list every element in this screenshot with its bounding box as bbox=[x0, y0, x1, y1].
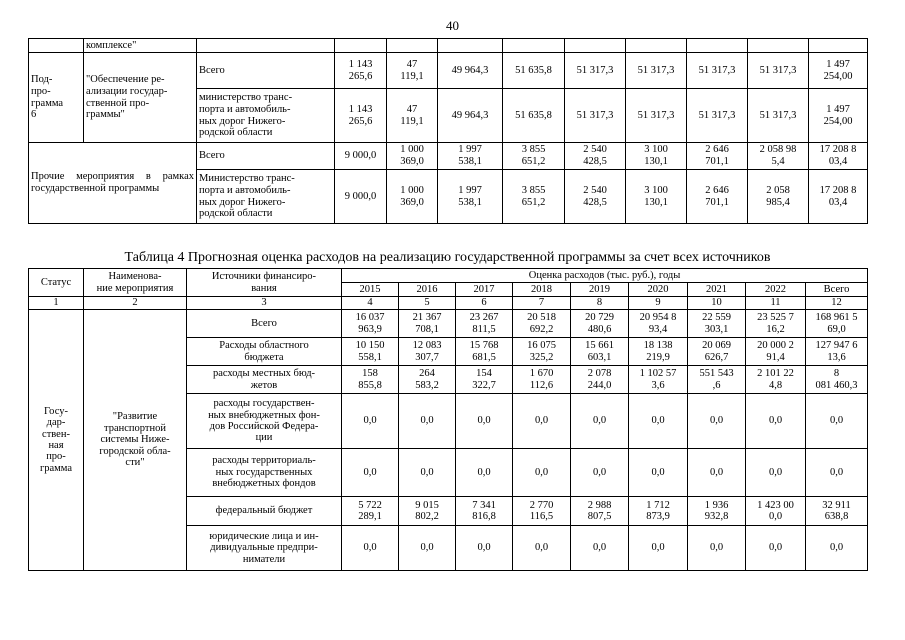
header-year: Всего bbox=[806, 283, 868, 297]
value-cell: 0,0 bbox=[688, 449, 746, 497]
value-cell: 9 000,0 bbox=[335, 143, 387, 170]
value-cell: 2 646 701,1 bbox=[687, 143, 748, 170]
column-number: 2 bbox=[84, 297, 187, 310]
program-status: Госу- дар- ствен- ная про- грамма bbox=[29, 310, 84, 571]
value-cell: 51 317,3 bbox=[748, 89, 809, 143]
value-cell: 9 015 802,2 bbox=[399, 497, 456, 526]
value-cell: 51 317,3 bbox=[687, 89, 748, 143]
value-cell: 168 961 5 69,0 bbox=[806, 310, 868, 338]
value-cell: 2 540 428,5 bbox=[565, 170, 626, 224]
column-number: 3 bbox=[187, 297, 342, 310]
value-cell: 2 646 701,1 bbox=[687, 170, 748, 224]
value-cell: 20 069 626,7 bbox=[688, 338, 746, 366]
table-row bbox=[29, 143, 868, 170]
value-cell: 2 540 428,5 bbox=[565, 143, 626, 170]
value-cell: 7 341 816,8 bbox=[456, 497, 513, 526]
value-cell: 3 855 651,2 bbox=[503, 143, 565, 170]
header-year: 2017 bbox=[456, 283, 513, 297]
column-numbers-row bbox=[29, 297, 868, 310]
column-number: 5 bbox=[399, 297, 456, 310]
source-cell: Министерство транс- порта и автомобиль- ных дорог Нижего- родской области bbox=[197, 170, 335, 224]
source-cell: федеральный бюджет bbox=[187, 497, 342, 526]
value-cell: 0,0 bbox=[456, 394, 513, 449]
header-name: Наименова- ние мероприятия bbox=[84, 269, 187, 297]
column-number: 12 bbox=[806, 297, 868, 310]
value-cell: 12 083 307,7 bbox=[399, 338, 456, 366]
value-cell: 51 317,3 bbox=[565, 89, 626, 143]
source-cell: расходы государствен- ных внебюджетных фон- дов Российской Федера- ции bbox=[187, 394, 342, 449]
value-cell: 127 947 6 13,6 bbox=[806, 338, 868, 366]
column-number: 10 bbox=[688, 297, 746, 310]
continuation-text: комплексе" bbox=[84, 39, 197, 53]
value-cell: 51 635,8 bbox=[503, 89, 565, 143]
column-number: 9 bbox=[629, 297, 688, 310]
value-cell: 0,0 bbox=[456, 449, 513, 497]
value-cell: 47 119,1 bbox=[387, 89, 438, 143]
source-cell: министерство транс- порта и автомобиль- ных дорог Нижего- родской области bbox=[197, 89, 335, 143]
value-cell: 0,0 bbox=[688, 526, 746, 571]
source-cell: Всего bbox=[187, 310, 342, 338]
source-cell: юридические лица и ин- дивидуальные предпри- ниматели bbox=[187, 526, 342, 571]
header-year: 2016 bbox=[399, 283, 456, 297]
header-sources: Источники финансиро- вания bbox=[187, 269, 342, 297]
value-cell: 1 997 538,1 bbox=[438, 170, 503, 224]
value-cell: 18 138 219,9 bbox=[629, 338, 688, 366]
value-cell: 15 768 681,5 bbox=[456, 338, 513, 366]
value-cell: 0,0 bbox=[513, 394, 571, 449]
value-cell: 0,0 bbox=[746, 526, 806, 571]
value-cell: 3 100 130,1 bbox=[626, 170, 687, 224]
value-cell: 264 583,2 bbox=[399, 366, 456, 394]
header-year: 2015 bbox=[342, 283, 399, 297]
table-4-title: Таблица 4 Прогнозная оценка расходов на реализацию государственной программы за счет всех источников bbox=[124, 250, 771, 265]
value-cell: 2 770 116,5 bbox=[513, 497, 571, 526]
value-cell: 1 143 265,6 bbox=[335, 53, 387, 89]
value-cell: 1 000 369,0 bbox=[387, 143, 438, 170]
source-cell: Всего bbox=[197, 143, 335, 170]
value-cell: 47 119,1 bbox=[387, 53, 438, 89]
header-row bbox=[29, 269, 868, 283]
value-cell: 1 997 538,1 bbox=[438, 143, 503, 170]
value-cell: 0,0 bbox=[629, 526, 688, 571]
other-activities-name: Прочие мероприятия в рамках государственной программы bbox=[29, 143, 197, 224]
source-cell: расходы местных бюд- жетов bbox=[187, 366, 342, 394]
value-cell: 0,0 bbox=[629, 449, 688, 497]
header-year: 2020 bbox=[629, 283, 688, 297]
value-cell: 1 497 254,00 bbox=[809, 53, 868, 89]
value-cell: 0,0 bbox=[456, 526, 513, 571]
source-cell: Всего bbox=[197, 53, 335, 89]
value-cell: 51 317,3 bbox=[748, 53, 809, 89]
column-number: 4 bbox=[342, 297, 399, 310]
value-cell: 0,0 bbox=[688, 394, 746, 449]
value-cell: 2 058 98 5,4 bbox=[748, 143, 809, 170]
value-cell: 0,0 bbox=[806, 526, 868, 571]
value-cell: 0,0 bbox=[806, 449, 868, 497]
value-cell: 1 102 57 3,6 bbox=[629, 366, 688, 394]
value-cell: 23 267 811,5 bbox=[456, 310, 513, 338]
value-cell: 1 712 873,9 bbox=[629, 497, 688, 526]
value-cell: 0,0 bbox=[399, 449, 456, 497]
value-cell: 0,0 bbox=[746, 394, 806, 449]
value-cell: 51 317,3 bbox=[565, 53, 626, 89]
value-cell: 154 322,7 bbox=[456, 366, 513, 394]
page-number: 40 bbox=[446, 18, 459, 33]
value-cell: 17 208 8 03,4 bbox=[809, 143, 868, 170]
value-cell: 0,0 bbox=[513, 526, 571, 571]
value-cell: 0,0 bbox=[342, 394, 399, 449]
value-cell: 5 722 289,1 bbox=[342, 497, 399, 526]
value-cell: 20 518 692,2 bbox=[513, 310, 571, 338]
subprogram-table bbox=[28, 38, 868, 224]
value-cell: 51 317,3 bbox=[626, 53, 687, 89]
value-cell: 0,0 bbox=[399, 526, 456, 571]
header-year: 2021 bbox=[688, 283, 746, 297]
value-cell: 10 150 558,1 bbox=[342, 338, 399, 366]
column-number: 8 bbox=[571, 297, 629, 310]
value-cell: 1 143 265,6 bbox=[335, 89, 387, 143]
value-cell: 0,0 bbox=[571, 394, 629, 449]
source-cell: Расходы областного бюджета bbox=[187, 338, 342, 366]
value-cell: 51 635,8 bbox=[503, 53, 565, 89]
value-cell: 1 423 00 0,0 bbox=[746, 497, 806, 526]
value-cell: 16 037 963,9 bbox=[342, 310, 399, 338]
value-cell: 1 936 932,8 bbox=[688, 497, 746, 526]
value-cell: 16 075 325,2 bbox=[513, 338, 571, 366]
value-cell: 32 911 638,8 bbox=[806, 497, 868, 526]
value-cell: 3 100 130,1 bbox=[626, 143, 687, 170]
source-cell: расходы территориаль- ных государственных внебюджетных фондов bbox=[187, 449, 342, 497]
value-cell: 0,0 bbox=[399, 394, 456, 449]
value-cell: 20 729 480,6 bbox=[571, 310, 629, 338]
value-cell: 0,0 bbox=[342, 526, 399, 571]
value-cell: 0,0 bbox=[342, 449, 399, 497]
table-4 bbox=[28, 268, 868, 571]
value-cell: 22 559 303,1 bbox=[688, 310, 746, 338]
table-row bbox=[29, 53, 868, 89]
value-cell: 9 000,0 bbox=[335, 170, 387, 224]
value-cell: 49 964,3 bbox=[438, 53, 503, 89]
header-year: 2018 bbox=[513, 283, 571, 297]
value-cell: 2 101 22 4,8 bbox=[746, 366, 806, 394]
value-cell: 3 855 651,2 bbox=[503, 170, 565, 224]
value-cell: 49 964,3 bbox=[438, 89, 503, 143]
value-cell: 0,0 bbox=[571, 449, 629, 497]
value-cell: 1 497 254,00 bbox=[809, 89, 868, 143]
value-cell: 51 317,3 bbox=[626, 89, 687, 143]
value-cell: 51 317,3 bbox=[687, 53, 748, 89]
program-name: "Развитие транспортной системы Ниже- городской обла- сти" bbox=[84, 310, 187, 571]
value-cell: 1 000 369,0 bbox=[387, 170, 438, 224]
value-cell: 0,0 bbox=[629, 394, 688, 449]
header-year: 2022 bbox=[746, 283, 806, 297]
value-cell: 21 367 708,1 bbox=[399, 310, 456, 338]
value-cell: 2 078 244,0 bbox=[571, 366, 629, 394]
table-row bbox=[29, 310, 868, 338]
value-cell: 0,0 bbox=[571, 526, 629, 571]
value-cell: 15 661 603,1 bbox=[571, 338, 629, 366]
value-cell: 2 988 807,5 bbox=[571, 497, 629, 526]
header-status: Статус bbox=[29, 269, 84, 297]
subprogram-name: "Обеспечение ре- ализации государ- ственной про- граммы" bbox=[84, 53, 197, 143]
subprogram-status: Под- про- грамма 6 bbox=[29, 53, 84, 143]
header-year: 2019 bbox=[571, 283, 629, 297]
value-cell: 20 954 8 93,4 bbox=[629, 310, 688, 338]
value-cell: 0,0 bbox=[746, 449, 806, 497]
column-number: 7 bbox=[513, 297, 571, 310]
value-cell: 17 208 8 03,4 bbox=[809, 170, 868, 224]
value-cell: 0,0 bbox=[806, 394, 868, 449]
value-cell: 23 525 7 16,2 bbox=[746, 310, 806, 338]
value-cell: 8 081 460,3 bbox=[806, 366, 868, 394]
value-cell: 551 543 ,6 bbox=[688, 366, 746, 394]
value-cell: 2 058 985,4 bbox=[748, 170, 809, 224]
cell bbox=[29, 39, 84, 53]
column-number: 6 bbox=[456, 297, 513, 310]
value-cell: 158 855,8 bbox=[342, 366, 399, 394]
column-number: 11 bbox=[746, 297, 806, 310]
value-cell: 20 000 2 91,4 bbox=[746, 338, 806, 366]
value-cell: 0,0 bbox=[513, 449, 571, 497]
header-estimate: Оценка расходов (тыс. руб.), годы bbox=[342, 269, 868, 283]
value-cell: 1 670 112,6 bbox=[513, 366, 571, 394]
column-number: 1 bbox=[29, 297, 84, 310]
